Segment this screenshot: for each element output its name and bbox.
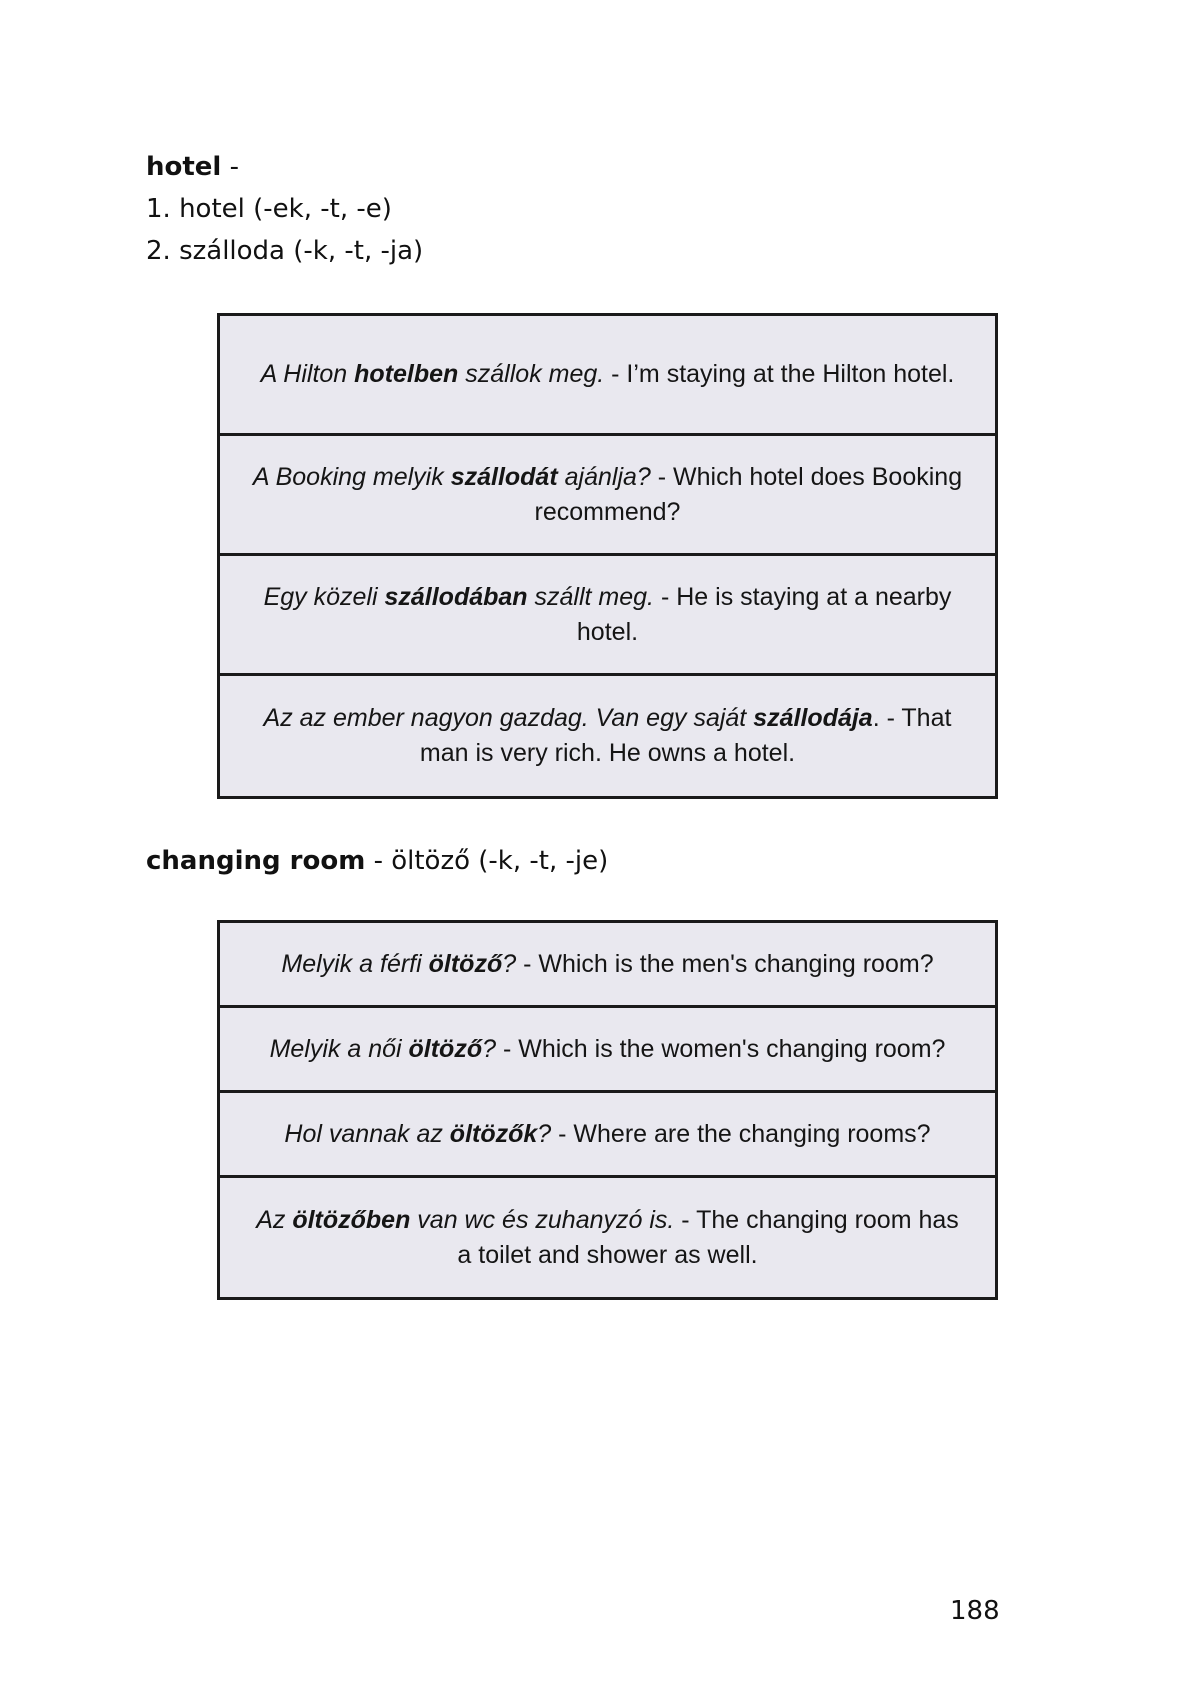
example-sentence: Az az ember nagyon gazdag. Van egy saját szállodája. - That man is very rich. He owns a hotel. (263, 704, 952, 767)
entry-headline-hotel (146, 146, 239, 188)
example-row (220, 923, 995, 1008)
example-row (220, 676, 995, 796)
example-table-hotel (217, 313, 998, 799)
headword-translation: - öltöző (-k, -t, -je) (365, 846, 609, 876)
example-sentence: Hol vannak az öltözők? - Where are the changing rooms? (284, 1119, 931, 1148)
page-number: 188 (950, 1596, 1000, 1626)
example-row (220, 1093, 995, 1178)
headword-separator: - (221, 152, 240, 182)
example-row (220, 556, 995, 676)
example-row (220, 1178, 995, 1297)
example-row (220, 436, 995, 556)
example-table-changing-room (217, 920, 998, 1300)
example-sentence: Melyik a férfi öltöző? - Which is the men's changing room? (281, 949, 934, 978)
headword: changing room (146, 846, 366, 876)
sense-1: 1. hotel (-ek, -t, -e) (146, 194, 392, 224)
entry-headline-changing-room (146, 840, 608, 882)
headword: hotel (146, 152, 222, 182)
example-sentence: A Hilton hotelben szállok meg. - I’m staying at the Hilton hotel. (260, 360, 955, 388)
example-row (220, 1008, 995, 1093)
example-row (220, 316, 995, 436)
example-sentence: A Booking melyik szállodát ajánlja? - Which hotel does Booking recommend? (252, 462, 963, 526)
example-sentence: Egy közeli szállodában szállt meg. - He is staying at a nearby hotel. (263, 582, 952, 646)
sense-2: 2. szálloda (-k, -t, -ja) (146, 236, 424, 266)
example-sentence: Melyik a női öltöző? - Which is the women's changing room? (269, 1034, 946, 1063)
example-sentence: Az öltözőben van wc és zuhanyzó is. - The changing room has a toilet and shower as well. (256, 1205, 959, 1269)
